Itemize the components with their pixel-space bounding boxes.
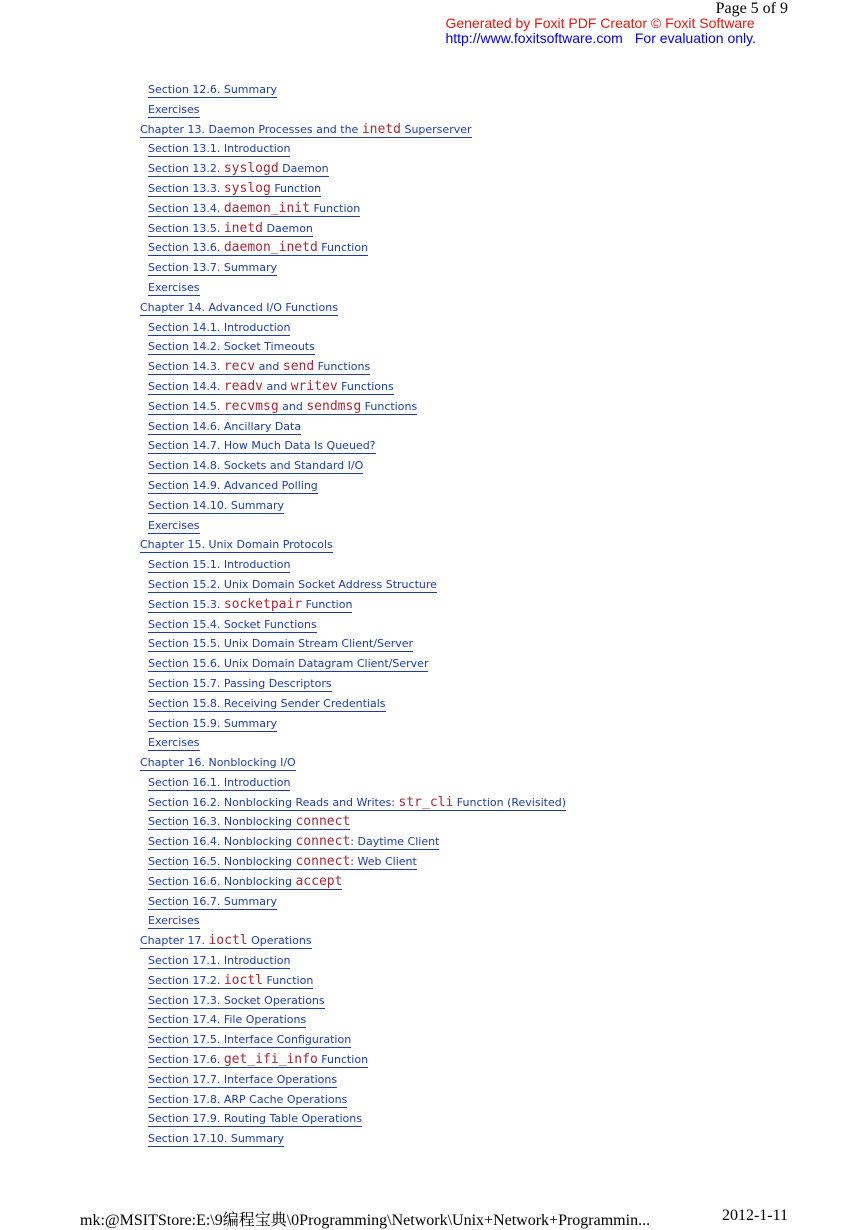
- code-identifier: daemon_init: [223, 200, 310, 216]
- link-text: Exercises: [148, 736, 200, 750]
- section-link[interactable]: [148, 697, 386, 712]
- section-link[interactable]: [148, 1053, 368, 1068]
- toc-section-item: [0, 1109, 868, 1129]
- link-text: Function: [317, 241, 369, 255]
- code-identifier: str_cli: [398, 794, 454, 810]
- code-identifier: connect: [295, 854, 351, 870]
- link-text: Section 15.3.: [148, 597, 224, 611]
- code-identifier: syslogd: [223, 161, 279, 177]
- link-text: Section 16.4. Nonblocking: [148, 835, 296, 849]
- toc-section-item: [0, 832, 868, 852]
- link-text: : Daytime Client: [350, 835, 440, 849]
- link-text: Section 12.6. Summary: [148, 83, 278, 96]
- toc-section-item: [0, 971, 868, 991]
- link-text: Section 13.1. Introduction: [148, 142, 291, 156]
- section-link[interactable]: [148, 1093, 347, 1108]
- link-text: Functions: [361, 399, 418, 413]
- section-link[interactable]: [148, 162, 329, 177]
- toc-chapter-item: [0, 120, 868, 140]
- section-link[interactable]: [148, 558, 290, 573]
- code-identifier: inetd: [361, 121, 401, 137]
- toc-section-item: [0, 139, 868, 159]
- section-link[interactable]: [148, 83, 277, 98]
- link-text: Section 13.4.: [148, 201, 224, 215]
- link-text: Section 14.8. Sockets and Standard I/O: [148, 459, 364, 473]
- section-link[interactable]: [148, 459, 363, 474]
- toc-section-item: [0, 733, 868, 753]
- chapter-link[interactable]: [140, 301, 338, 316]
- section-link[interactable]: [148, 578, 437, 593]
- link-text: Section 17.2.: [148, 973, 224, 987]
- toc-section-item: [0, 436, 868, 456]
- link-text: Section 17.9. Routing Table Operations: [148, 1112, 362, 1126]
- section-link[interactable]: [148, 875, 342, 890]
- link-text: Section 13.5.: [148, 221, 224, 235]
- toc-section-item: [0, 417, 868, 437]
- link-text: Functions: [337, 379, 394, 393]
- toc-section-item: [0, 911, 868, 931]
- section-link[interactable]: [148, 380, 394, 395]
- toc-section-item: [0, 892, 868, 912]
- link-text: : Web Client: [350, 855, 417, 869]
- link-text: Chapter 16. Nonblocking I/O: [140, 756, 296, 770]
- page-footer: [80, 1207, 788, 1230]
- section-link[interactable]: [148, 202, 360, 217]
- section-link[interactable]: [148, 835, 439, 850]
- code-identifier: get_ifi_info: [223, 1052, 318, 1068]
- code-identifier: connect: [295, 834, 351, 850]
- section-link[interactable]: [148, 241, 368, 256]
- code-identifier: inetd: [223, 220, 263, 236]
- section-link[interactable]: [148, 974, 313, 989]
- link-text: Section 15.4. Socket Functions: [148, 617, 317, 631]
- section-link[interactable]: [148, 736, 200, 751]
- section-link[interactable]: [148, 914, 200, 929]
- link-text: Daemon: [263, 221, 313, 235]
- table-of-contents: [0, 80, 868, 1149]
- link-text: Chapter 14. Advanced I/O Functions: [140, 300, 338, 314]
- link-text: Section 14.9. Advanced Polling: [148, 478, 318, 492]
- link-text: Section 16.7. Summary: [148, 894, 278, 908]
- section-link[interactable]: [148, 1013, 306, 1028]
- code-identifier: ioctl: [223, 972, 263, 988]
- link-text: Function: [317, 1053, 369, 1067]
- section-link[interactable]: [148, 321, 290, 336]
- code-identifier: daemon_inetd: [223, 240, 318, 256]
- link-text: and: [263, 379, 291, 393]
- link-text: Section 17.6.: [148, 1053, 224, 1067]
- link-text: Section 16.3. Nonblocking: [148, 815, 296, 829]
- toc-chapter-item: [0, 535, 868, 555]
- link-text: Section 17.8. ARP Cache Operations: [148, 1092, 348, 1106]
- toc-section-item: [0, 179, 868, 199]
- toc-section-item: [0, 258, 868, 278]
- code-identifier: writev: [290, 378, 338, 394]
- toc-chapter-item: [0, 298, 868, 318]
- section-link[interactable]: [148, 479, 318, 494]
- link-text: Chapter 13. Daemon Processes and the: [140, 122, 362, 136]
- toc-section-item: [0, 852, 868, 872]
- section-link[interactable]: [148, 182, 321, 197]
- foxit-info-line: [445, 31, 756, 46]
- chapter-link[interactable]: [140, 756, 296, 771]
- toc-section-item: [0, 654, 868, 674]
- code-identifier: connect: [295, 814, 351, 830]
- foxit-watermark: [445, 16, 756, 46]
- link-text: Section 14.3.: [148, 360, 224, 374]
- link-text: Exercises: [148, 280, 200, 294]
- link-text: Function: [270, 181, 322, 195]
- section-link[interactable]: [148, 895, 277, 910]
- link-text: Section 13.2.: [148, 162, 224, 176]
- toc-section-item: [0, 991, 868, 1011]
- toc-section-item: [0, 694, 868, 714]
- link-text: Section 14.2. Socket Timeouts: [148, 340, 315, 354]
- link-text: and: [278, 399, 307, 413]
- link-text: Functions: [314, 360, 371, 374]
- code-identifier: recvmsg: [223, 398, 279, 414]
- link-text: Section 17.5. Interface Configuration: [148, 1033, 352, 1047]
- toc-section-item: [0, 793, 868, 813]
- section-link[interactable]: [148, 618, 317, 633]
- link-text: Daemon: [278, 162, 329, 176]
- toc-section-item: [0, 1090, 868, 1110]
- code-identifier: recv: [223, 359, 256, 375]
- section-link[interactable]: [148, 637, 413, 652]
- toc-section-item: [0, 595, 868, 615]
- foxit-creator-notice: Generated by Foxit PDF Creator © Foxit Software: [445, 15, 755, 31]
- toc-section-item: [0, 100, 868, 120]
- section-link[interactable]: [148, 796, 566, 811]
- link-text: Section 15.2. Unix Domain Socket Address Structure: [148, 577, 437, 591]
- link-text: Section 16.1. Introduction: [148, 775, 291, 789]
- link-text: Chapter 17.: [140, 934, 209, 948]
- link-text: Exercises: [148, 518, 200, 532]
- link-text: Section 17.7. Interface Operations: [148, 1072, 338, 1086]
- section-link[interactable]: [148, 420, 301, 435]
- toc-section-item: [0, 159, 868, 179]
- section-link[interactable]: [148, 1112, 362, 1127]
- toc-section-item: [0, 80, 868, 100]
- section-link[interactable]: [148, 222, 313, 237]
- toc-section-item: [0, 496, 868, 516]
- toc-section-item: [0, 337, 868, 357]
- link-text: Section 15.1. Introduction: [148, 558, 291, 572]
- link-text: Function (Revisited): [453, 795, 567, 809]
- link-text: Section 14.10. Summary: [148, 498, 285, 512]
- code-identifier: send: [282, 359, 315, 375]
- link-text: Section 15.9. Summary: [148, 716, 278, 730]
- code-identifier: syslog: [223, 180, 271, 196]
- toc-section-item: [0, 278, 868, 298]
- toc-section-item: [0, 318, 868, 338]
- link-text: Section 17.3. Socket Operations: [148, 993, 325, 1007]
- foxit-evaluation-note: For evaluation only.: [634, 30, 756, 46]
- section-link[interactable]: [148, 103, 200, 118]
- link-text: Section 16.5. Nonblocking: [148, 855, 296, 869]
- link-text: Section 17.4. File Operations: [148, 1013, 307, 1027]
- code-identifier: sendmsg: [306, 398, 362, 414]
- section-link[interactable]: [148, 400, 417, 415]
- toc-section-item: [0, 357, 868, 377]
- toc-section-item: [0, 199, 868, 219]
- link-text: Section 13.7. Summary: [148, 261, 278, 275]
- toc-section-item: [0, 1010, 868, 1030]
- link-text: Section 14.6. Ancillary Data: [148, 419, 302, 433]
- link-text: Section 17.10. Summary: [148, 1132, 285, 1146]
- link-text: Operations: [247, 934, 312, 948]
- toc-section-item: [0, 456, 868, 476]
- section-link[interactable]: [148, 340, 315, 355]
- section-link[interactable]: [148, 677, 332, 692]
- toc-section-item: [0, 1129, 868, 1149]
- link-text: Section 15.8. Receiving Sender Credentials: [148, 696, 386, 710]
- section-link[interactable]: [148, 994, 325, 1009]
- link-text: Superserver: [400, 122, 472, 136]
- toc-chapter-item: [0, 753, 868, 773]
- link-text: Section 14.5.: [148, 399, 224, 413]
- chapter-link[interactable]: [140, 538, 333, 553]
- link-text: Section 14.1. Introduction: [148, 320, 291, 334]
- toc-section-item: [0, 674, 868, 694]
- section-link[interactable]: [148, 815, 350, 830]
- code-identifier: accept: [295, 873, 343, 889]
- footer-path: mk:@MSITStore:E:\9编程宝典\0Programming\Network\Unix+Network+Programmin...: [80, 1212, 651, 1229]
- section-link[interactable]: [148, 1132, 284, 1147]
- section-link[interactable]: [148, 1073, 337, 1088]
- toc-chapter-item: [0, 931, 868, 951]
- link-text: Section 14.4.: [148, 379, 224, 393]
- foxit-url[interactable]: http://www.foxitsoftware.com: [445, 30, 623, 46]
- footer-date: 2012-1-11: [721, 1207, 788, 1224]
- link-text: Function: [309, 201, 361, 215]
- section-link[interactable]: [148, 261, 277, 276]
- link-text: Exercises: [148, 102, 200, 116]
- section-link[interactable]: [148, 776, 290, 791]
- link-text: and: [255, 360, 283, 374]
- section-link[interactable]: [148, 954, 290, 969]
- toc-section-item: [0, 1050, 868, 1070]
- toc-section-item: [0, 872, 868, 892]
- link-text: Section 16.2. Nonblocking Reads and Writes:: [148, 795, 399, 809]
- section-link[interactable]: [148, 439, 376, 454]
- code-identifier: ioctl: [208, 933, 248, 949]
- section-link[interactable]: [148, 855, 417, 870]
- link-text: Chapter 15. Unix Domain Protocols: [140, 538, 333, 552]
- section-link[interactable]: [148, 598, 352, 613]
- toc-section-item: [0, 219, 868, 239]
- section-link[interactable]: [148, 717, 277, 732]
- page-number: Page 5 of 9: [715, 0, 788, 17]
- link-text: Function: [263, 973, 314, 987]
- section-link[interactable]: [148, 499, 284, 514]
- toc-section-item: [0, 516, 868, 536]
- section-link[interactable]: [148, 519, 200, 534]
- section-link[interactable]: [148, 360, 370, 375]
- section-link[interactable]: [148, 657, 428, 672]
- toc-section-item: [0, 238, 868, 258]
- chapter-link[interactable]: [140, 934, 312, 949]
- code-identifier: readv: [223, 378, 263, 394]
- chapter-link[interactable]: [140, 123, 472, 138]
- link-text: Section 15.7. Passing Descriptors: [148, 676, 332, 690]
- link-text: Section 13.6.: [148, 241, 224, 255]
- link-text: Section 14.7. How Much Data Is Queued?: [148, 439, 376, 453]
- section-link[interactable]: [148, 142, 290, 157]
- link-text: Section 16.6. Nonblocking: [148, 874, 296, 888]
- toc-section-item: [0, 714, 868, 734]
- toc-section-item: [0, 377, 868, 397]
- toc-section-item: [0, 397, 868, 417]
- toc-section-item: [0, 1030, 868, 1050]
- toc-section-item: [0, 812, 868, 832]
- link-text: Section 15.6. Unix Domain Datagram Client/Server: [148, 657, 429, 671]
- toc-section-item: [0, 575, 868, 595]
- link-text: Section 15.5. Unix Domain Stream Client/Server: [148, 637, 414, 651]
- section-link[interactable]: [148, 1033, 351, 1048]
- link-text: Section 13.3.: [148, 181, 224, 195]
- toc-section-item: [0, 476, 868, 496]
- toc-section-item: [0, 951, 868, 971]
- toc-section-item: [0, 1070, 868, 1090]
- toc-section-item: [0, 555, 868, 575]
- link-text: Function: [302, 597, 353, 611]
- toc-section-item: [0, 773, 868, 793]
- code-identifier: socketpair: [223, 596, 303, 612]
- section-link[interactable]: [148, 281, 200, 296]
- link-text: Section 17.1. Introduction: [148, 954, 291, 968]
- toc-section-item: [0, 634, 868, 654]
- toc-section-item: [0, 615, 868, 635]
- link-text: Exercises: [148, 914, 200, 928]
